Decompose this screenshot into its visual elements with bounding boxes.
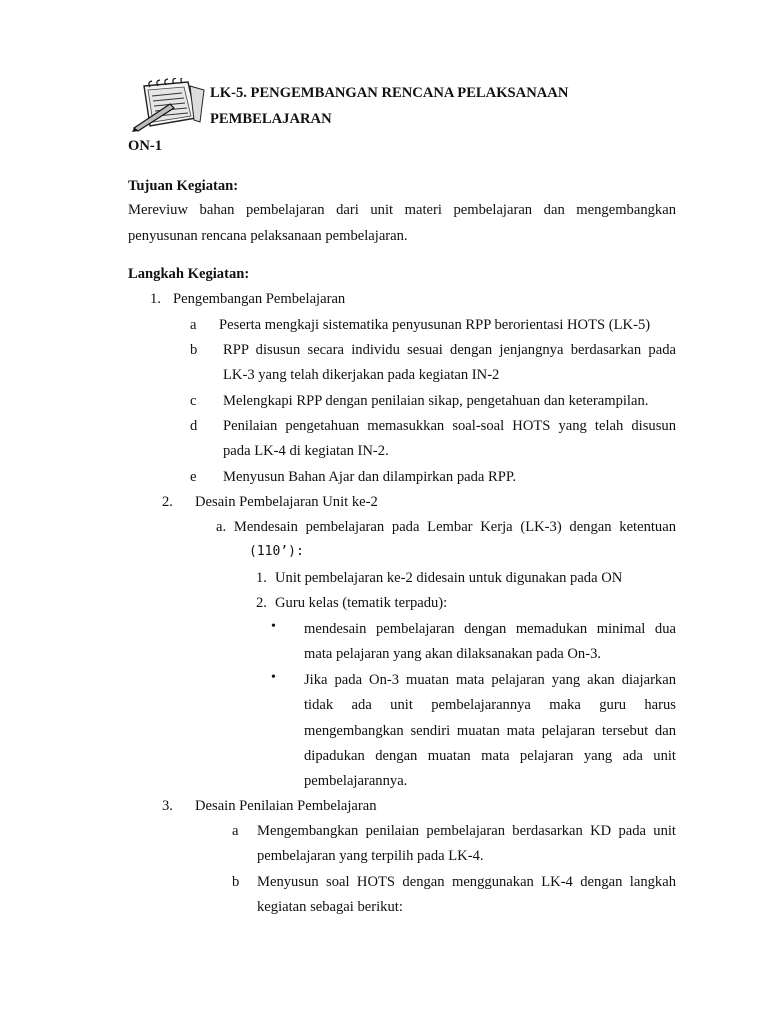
bullet-text-cont: mata pelajaran yang akan dilaksanakan pada On-3. — [304, 646, 602, 662]
section1-item-letter: e — [190, 469, 197, 485]
section2-item-a-duration: (110’): — [249, 544, 304, 559]
section2-sub-text: Guru kelas (tematik terpadu): — [275, 595, 448, 611]
bullet-text-cont: mengembangkan sendiri muatan mata pelajaran tersebut dan — [304, 723, 676, 739]
document-title-line2: PEMBELAJARAN — [210, 111, 332, 127]
section1-item-text: Menyusun Bahan Ajar dan dilampirkan pada RPP. — [223, 469, 517, 485]
section1-item-letter: a — [190, 317, 197, 333]
bullet-marker: • — [271, 619, 276, 634]
section3-item-text: Menyusun soal HOTS dengan menggunakan LK-4 dengan langkah — [257, 874, 676, 890]
tujuan-heading: Tujuan Kegiatan: — [128, 178, 239, 194]
section1-item-text: Penilaian pengetahuan memasukkan soal-soal HOTS yang telah disusun — [223, 418, 676, 434]
section2-number: 2. — [162, 494, 173, 510]
langkah-heading: Langkah Kegiatan: — [128, 266, 250, 282]
section1-item-letter: c — [190, 393, 197, 409]
section1-title: Pengembangan Pembelajaran — [173, 291, 346, 307]
section1-item-text: Peserta mengkaji sistematika penyusunan RPP berorientasi HOTS (LK-5) — [219, 317, 651, 333]
section3-title: Desain Penilaian Pembelajaran — [195, 798, 377, 814]
section1-item-text-cont: LK-3 yang telah dikerjakan pada kegiatan IN-2 — [223, 367, 500, 383]
section2-sub-number: 2. — [256, 595, 267, 611]
bullet-text-cont: pembelajarannya. — [304, 773, 408, 789]
bullet-text-cont: tidak ada unit pembelajarannya maka guru harus — [304, 697, 676, 713]
section3-item-text: Mengembangkan penilaian pembelajaran berdasarkan KD pada unit — [257, 823, 676, 839]
section3-item-letter: a — [232, 823, 239, 839]
section2-sub-number: 1. — [256, 570, 267, 586]
section3-item-text-cont: kegiatan sebagai berikut: — [257, 899, 403, 915]
section2-item-a-text: a. Mendesain pembelajaran pada Lembar Kerja (LK-3) dengan ketentuan — [216, 519, 676, 535]
bullet-text: Jika pada On-3 muatan mata pelajaran yang akan diajarkan — [304, 672, 676, 688]
section1-number: 1. — [150, 291, 161, 307]
section1-item-letter: d — [190, 418, 198, 434]
tujuan-text-line1: Mereviuw bahan pembelajaran dari unit materi pembelajaran dan mengembangkan — [128, 202, 676, 218]
bullet-marker: • — [271, 670, 276, 685]
section1-item-text: Melengkapi RPP dengan penilaian sikap, pengetahuan dan keterampilan. — [223, 393, 649, 409]
document-title-line1: LK-5. PENGEMBANGAN RENCANA PELAKSANAAN — [210, 85, 569, 101]
section3-item-text-cont: pembelajaran yang terpilih pada LK-4. — [257, 848, 484, 864]
section1-item-text: RPP disusun secara individu sesuai dengan jenjangnya berdasarkan pada — [223, 342, 676, 358]
section3-number: 3. — [162, 798, 173, 814]
section2-sub-text: Unit pembelajaran ke-2 didesain untuk digunakan pada ON — [275, 570, 623, 586]
bullet-text: mendesain pembelajaran dengan memadukan minimal dua — [304, 621, 676, 637]
section3-item-letter: b — [232, 874, 240, 890]
section2-title: Desain Pembelajaran Unit ke-2 — [195, 494, 378, 510]
document-code: ON-1 — [128, 138, 163, 154]
tujuan-text-line2: penyusunan rencana pelaksanaan pembelajaran. — [128, 228, 408, 244]
bullet-text-cont: dipadukan dengan muatan mata pelajaran yang ada unit — [304, 748, 676, 764]
section1-item-letter: b — [190, 342, 198, 358]
section1-item-text-cont: pada LK-4 di kegiatan IN-2. — [223, 443, 389, 459]
notepad-with-pencil-icon — [130, 78, 208, 132]
